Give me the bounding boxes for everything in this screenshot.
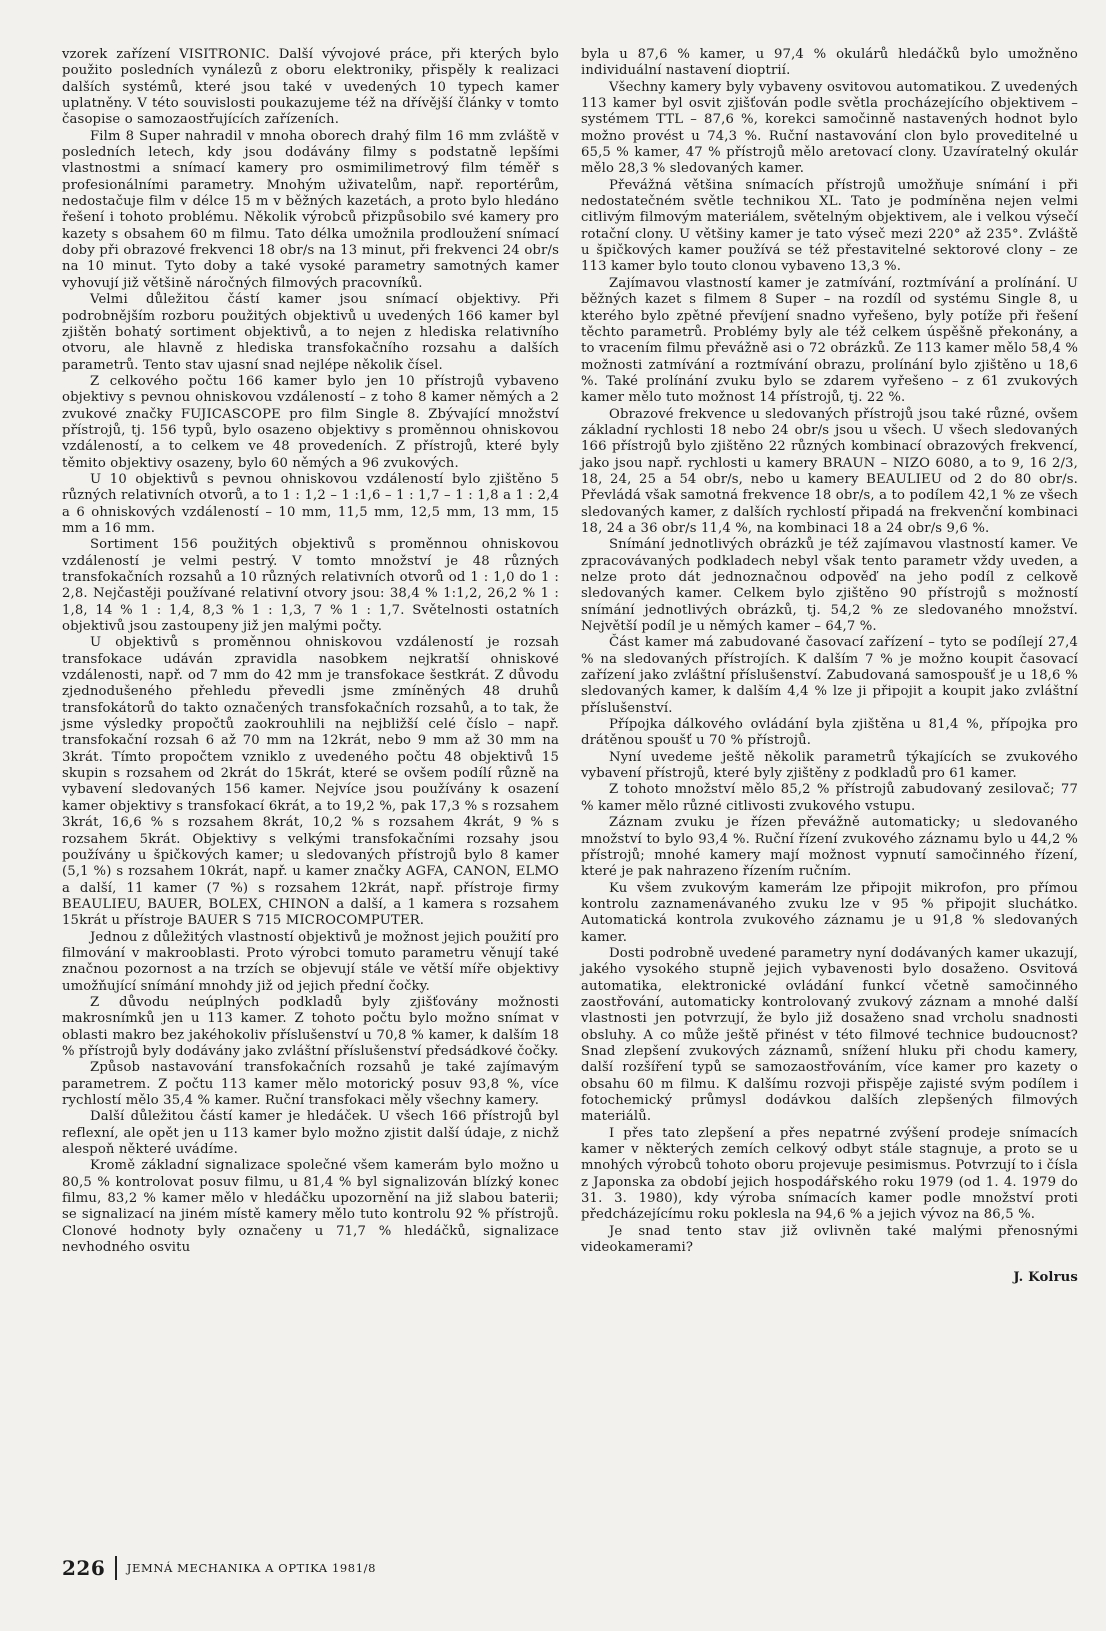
paragraph: vzorek zařízení VISITRONIC. Další vývojové práce, při kterých bylo použito posledních vynálezů z oboru elektroniky, přispěly k realizaci dalších systémů, které jsou také v uvedených 10 typech kamer uplatněny. V této souvislosti poukazujeme též na dřívější články v tomto časopise o samozaostřujících zařízeních. — [62, 47, 559, 128]
paragraph: Všechny kamery byly vybaveny osvitovou automatikou. Z uvedených 113 kamer byl osvit zjišťován podle světla procházejícího objektivem – systémem TTL – 87,6 %, korekci samočinně nastavených hodnot bylo možno provést u 74,3 %. Ruční nastavování clon bylo proveditelné u 65,5 % kamer, 47 % přístrojů mělo aretovací clony. Uzavíratelný okulár mělo 28,3 % sledovaných kamer. — [581, 79, 1078, 177]
paragraph: Je snad tento stav již ovlivněn také malými přenosnými videokamerami? — [581, 1223, 1078, 1256]
paragraph: Další důležitou částí kamer je hledáček. U všech 166 přístrojů byl reflexní, ale opět jen u 113 kamer bylo možno zjistit další údaje, z nichž alespoň některé uvádíme. — [62, 1109, 559, 1158]
paragraph: Přípojka dálkového ovládání byla zjištěna u 81,4 %, přípojka pro drátěnou spoušť u 70 % přístrojů. — [581, 717, 1078, 749]
paragraph: Sortiment 156 použitých objektivů s proměnnou ohniskovou vzdáleností je velmi pestrý. V tomto množství je 48 různých transfokačních rozsahů a 10 různých relativních otvorů od 1 : 1,0 do 1 : 2,8. Nejčastěji používané relativní otvory jsou: 38,4 % 1:1,2, 26,2 % 1 : 1,8, 14 % 1 : 1,4, 8,3 % 1 : 1,3, 7 % 1 : 1,7. Světelnosti ostatních objektivů jsou zastoupeny již jen malými počty. — [62, 537, 559, 635]
paragraph: U objektivů s proměnnou ohniskovou vzdáleností je rozsah transfokace udáván zpravidla nasobkem nejkratší ohniskové vzdálenosti, např. od 7 mm do 42 mm je transfokace šestkrát. Z důvodu zjednodušeného přehledu převedli jsme zmíněných 48 druhů transfokátorů do takto označených transfokačních rozsahů, a to tak, že jsme výsledky propočtů zaokrouhlili na nejbližší celé číslo – např. transfokační rozsah 6 až 70 mm na 12krát, nebo 9 mm až 30 mm na 3krát. Tímto propočtem vzniklo z uvedeného počtu 48 objektivů 15 skupin s rozsahem od 2krát do 15krát, které se ovšem podílí různě na vybavení sledovaných 156 kamer. Nejvíce jsou používány k osazení kamer objektivy s transfokací 6krát, a to 19,2 %, pak 17,3 % s rozsahem 3krát, 16,6 % s rozsahem 8krát, 10,2 % s rozsahem 4krát, 9 % s rozsahem 5krát. Objektivy s velkými transfokačními rozsahy jsou používány u špičkových kamer; u sledovaných přístrojů bylo 8 kamer (5,1 %) s rozsahem 10krát, např. u kamer značky AGFA, CANON, ELMO a další, 11 kamer (7 %) s rozsahem 12krát, např. přístroje firmy BEAULIEU, BAUER, BOLEX, CHINON a další, a 1 kamera s rozsahem 15krát u přístroje BAUER S 715 MICROCOMPUTER. — [62, 635, 559, 929]
paragraph: Z tohoto množství mělo 85,2 % přístrojů zabudovaný zesilovač; 77 % kamer mělo různé citlivosti zvukového vstupu. — [581, 782, 1078, 814]
paragraph: U 10 objektivů s pevnou ohniskovou vzdáleností bylo zjištěno 5 různých relativních otvorů, a to 1 : 1,2 – 1 :1,6 – 1 : 1,7 – 1 : 1,8 a 1 : 2,4 a 6 ohniskových vzdáleností – 10 mm, 11,5 mm, 12,5 mm, 13 mm, 15 mm a 16 mm. — [62, 471, 559, 536]
paragraph: Film 8 Super nahradil v mnoha oborech drahý film 16 mm zvláště v posledních letech, kdy jsou dodávány filmy s podstatně lepšími vlastnostmi a snímací kamery pro osmimilimetrový film téměř s profesionálními parametry. Mnohým uživatelům, např. reportérům, nedostačuje film v délce 15 m v běžných kazetách, a proto bylo hledáno řešení i tohoto problému. Několik výrobců přizpůsobilo své kamery pro kazety s obsahem 60 m filmu. Tato délka umožnila prodloužení snímací doby při obrazové frekvenci 18 obr/s na 13 minut, při frekvenci 24 obr/s na 10 minut. Tyto doby a také vysoké parametry samotných kamer vyhovují již většině náročných filmových pracovníků. — [62, 128, 559, 291]
paragraph: byla u 87,6 % kamer, u 97,4 % okulárů hledáčků bylo umožněno individuální nastavení dioptrií. — [581, 47, 1078, 79]
journal-name: JEMNÁ MECHANIKA A OPTIKA 1981/8 — [126, 1561, 377, 1575]
paragraph: Zajímavou vlastností kamer je zatmívání, roztmívání a prolínání. U běžných kazet s filmem 8 Super – na rozdíl od systému Single 8, u kterého bylo zpětné převíjení snadno vyřešeno, byly potíže při řešení těchto parametrů. Problémy byly ale též celkem úspěšně překonány, a to vracením filmu převážně asi o 72 obrázků. Ze 113 kamer mělo 58,4 % možnosti zatmívání a roztmívání obrazu, prolínání bylo zjištěno u 18,6 %. Také prolínání zvuku bylo se zdarem vyřešeno – z 61 zvukových kamer mělo tuto možnost 14 přístrojů, tj. 22 %. — [581, 275, 1078, 406]
footer-divider — [115, 1556, 117, 1580]
paragraph: Velmi důležitou částí kamer jsou snímací objektivy. Při podrobnějším rozboru použitých objektivů u uvedených 166 kamer byl zjištěn bohatý sortiment objektivů, a to nejen z hlediska relativního otvoru, ale hlavně z hlediska transfokačního rozsahu a dalších parametrů. Tento stav ujasní snad nejlépe několik čísel. — [62, 292, 559, 373]
paragraph: Z celkového počtu 166 kamer bylo jen 10 přístrojů vybaveno objektivy s pevnou ohniskovou vzdáleností – z toho 8 kamer němých a 2 zvukové značky FUJICASCOPE pro film Single 8. Zbývající množství přístrojů, tj. 156 typů, bylo osazeno objektivy s proměnnou ohniskovou vzdáleností, a to celkem ve 48 provedeních. Z přístrojů, které byly těmito objektivy osazeny, bylo 60 němých a 96 zvukových. — [62, 373, 559, 471]
paragraph: Obrazové frekvence u sledovaných přístrojů jsou také různé, ovšem základní rychlosti 18 nebo 24 obr/s jsou u všech. U všech sledovaných 166 přístrojů bylo zjištěno 22 různých kombinací obrazových frekvencí, jako jsou např. rychlosti u kamery BRAUN – NIZO 6080, a to 9, 16 2/3, 18, 24, 25 a 54 obr/s, nebo u kamery BEAULIEU od 2 do 80 obr/s. Převládá však samotná frekvence 18 obr/s, a to podílem 42,1 % ze všech sledovaných kamer, z dalších rychlostí připadá na frekvenční kombinaci 18, 24 a 36 obr/s 11,4 %, na kombinaci 18 a 24 obr/s 9,6 %. — [581, 406, 1078, 536]
paragraph: Z důvodu neúplných podkladů byly zjišťovány možnosti makrosnímků jen u 113 kamer. Z tohoto počtu bylo možno snímat v oblasti makro bez jakéhokoliv příslušenství u 70,8 % kamer, k dalším 18 % přístrojů byly dodávány jako zvláštní příslušenství předsádkové čočky. — [62, 994, 559, 1059]
paragraph: Nyní uvedeme ještě několik parametrů týkajících se zvukového vybavení přístrojů, které byly zjištěny z podkladů pro 61 kamer. — [581, 749, 1078, 782]
page-footer — [62, 1556, 376, 1580]
paragraph: Ku všem zvukovým kamerám lze připojit mikrofon, pro přímou kontrolu zaznamenávaného zvuku lze v 95 % připojit sluchátko. Automatická kontrola zvukového záznamu je u 91,8 % sledovaných kamer. — [581, 880, 1078, 945]
paragraph: Způsob nastavování transfokačních rozsahů je také zajímavým parametrem. Z počtu 113 kamer mělo motorický posuv 93,8 %, více rychlostí mělo 35,4 % kamer. Ruční transfokaci měly všechny kamery. — [62, 1060, 559, 1108]
paragraph: Jednou z důležitých vlastností objektivů je možnost jejich použití pro filmování v makrooblasti. Proto výrobci tomuto parametru věnují také značnou pozornost a na trzích se objevují stále ve větší míře objektivy umožňující snímání mnohdy již od jejich přední čočky. — [62, 929, 559, 994]
paragraph: Část kamer má zabudované časovací zařízení – tyto se podílejí 27,4 % na sledovaných přístrojích. K dalším 7 % je možno koupit časovací zařízení jako zvláštní příslušenství. Zabudovaná samospoušť je u 18,6 % sledovaných kamer, k dalším 4,4 % lze ji připojit a koupit jako zvláštní příslušenství. — [581, 635, 1078, 716]
paragraph: Kromě základní signalizace společné všem kamerám bylo možno u 80,5 % kontrolovat posuv filmu, u 81,4 % byl signalizován blízký konec filmu, 83,2 % kamer mělo v hledáčku upozornění na již slabou baterii; se signalizací na jiném místě kamery mělo tuto kontrolu 92 % přístrojů. Clonové hodnoty byly označeny u 71,7 % hledáčků, signalizace nevhodného osvitu — [62, 1158, 559, 1256]
paragraph: I přes tato zlepšení a přes nepatrné zvýšení prodeje snímacích kamer v některých zemích celkový odbyt stále stagnuje, a proto se u mnohých výrobců tohoto oboru projevuje pesimismus. Potvrzují to i čísla z Japonska za období jejich hospodářského roku 1979 (od 1. 4. 1979 do 31. 3. 1980), kdy výroba snímacích kamer podle množství proti předcházejícímu roku poklesla na 94,6 % a jejich vývoz na 86,5 %. — [581, 1125, 1078, 1223]
article-right-column — [581, 47, 1078, 1287]
page-number: 226 — [62, 1556, 106, 1580]
article-left-column — [62, 47, 559, 1256]
author-signature: J. Kolrus — [1013, 1270, 1078, 1286]
paragraph: Záznam zvuku je řízen převážně automaticky; u sledovaného množství to bylo 93,4 %. Ruční řízení zvukového záznamu bylo u 44,2 % přístrojů; mnohé kamery mají možnost vypnutí samočinného řízení, které je pak nahrazeno řízením ručním. — [581, 815, 1078, 880]
paragraph: Dosti podrobně uvedené parametry nyní dodávaných kamer ukazují, jakého vysokého stupně jejich vybavenosti bylo dosaženo. Osvitová automatika, elektronické ovládání funkcí včetně samočinného zaostřování, automaticky kontrolovaný zvukový záznam a mnohé další vlastnosti jen potvrzují, že bylo již dosaženo snad vrcholu snadnosti obsluhy. A co může ještě přinést v této filmové technice budoucnost? Snad zlepšení zvukových záznamů, snížení hluku při chodu kamery, další rozšíření typů se samozaostřováním, více kamer pro kazety o obsahu 60 m filmu. K dalšímu rozvoji přispěje zajisté svým podílem i fotochemický průmysl dodávkou dalších zlepšených filmových materiálů. — [581, 945, 1078, 1125]
paragraph: Snímání jednotlivých obrázků je též zajímavou vlastností kamer. Ve zpracovávaných podkladech nebyl však tento parametr vždy uveden, a nelze proto dát jednoznačnou odpověď na jeho podíl z celkově sledovaných kamer. Celkem bylo zjištěno 90 přístrojů s možností snímání jednotlivých obrázků, tj. 54,2 % ze sledovaného množství. Největší podíl je u němých kamer – 64,7 %. — [581, 537, 1078, 635]
paragraph: Převážná většina snímacích přístrojů umožňuje snímání i při nedostatečném světle technikou XL. Tato je podmíněna nejen velmi citlivým filmovým materiálem, světelným objektivem, ale i velkou výsečí rotační clony. U většiny kamer je tato výseč mezi 220° až 235°. Zvláště u špičkových kamer používá se též přestavitelné sektorové clony – ze 113 kamer bylo touto clonou vybaveno 13,3 %. — [581, 177, 1078, 275]
